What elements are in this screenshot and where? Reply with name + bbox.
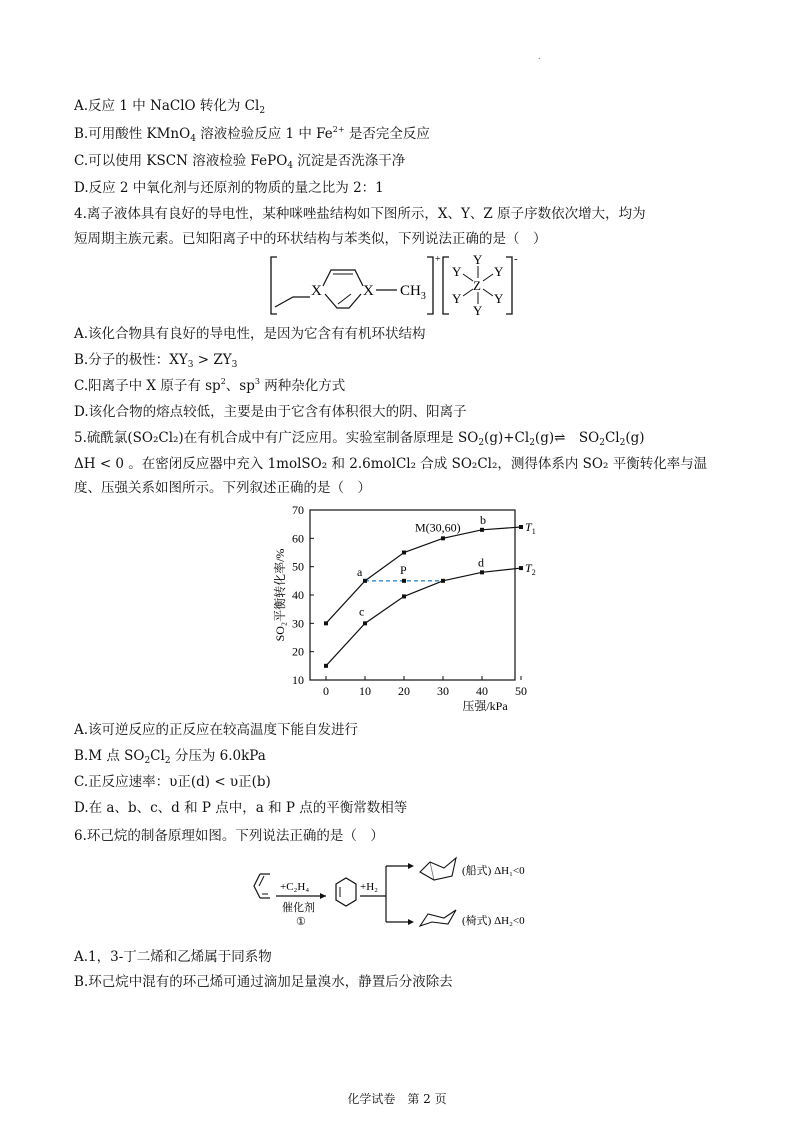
y-tick-label: 70: [292, 503, 304, 517]
x-tick-label: 50: [515, 684, 527, 698]
q4-option-d: D.该化合物的熔点较低，主要是由于它含有体积很大的阴、阳离子: [74, 404, 467, 420]
ring-x2: X: [363, 283, 374, 299]
x-tick-label: 30: [437, 684, 449, 698]
series-point-T1: [363, 579, 367, 583]
y-tick-label: 30: [292, 616, 304, 631]
y-top: Y: [473, 252, 483, 267]
step-label: ①: [296, 916, 306, 928]
q4-stem-line1: 4.离子液体具有良好的导电性，某种咪唑盐结构如下图所示，X、Y、Z 原子序数依次增大，均为: [74, 206, 646, 222]
q5-stem-line1: 5.硫酰氯(SO₂Cl₂)在有机合成中有广泛应用。实验室制备原理是 $SO_2(g)+Cl_2(g)\rightleftharpoons$ $SO_2Cl_2(g)$: [74, 430, 645, 448]
x-axis-label: 压强/kPa: [462, 699, 508, 713]
cation-charge: +: [435, 254, 441, 265]
series-point-T1: [519, 525, 523, 529]
page-footer: 化学试卷 第 2 页: [347, 1092, 447, 1106]
x-tick-label: 40: [476, 684, 488, 698]
point-label-m: M(30,60): [415, 520, 461, 535]
reagent-ethylene: +C₂H₄: [280, 881, 310, 893]
series-point-T2: [363, 621, 367, 625]
y-tick-label: 50: [292, 559, 304, 574]
series-line-T1: [326, 527, 521, 623]
y-upper-left: Y: [452, 264, 462, 279]
q5-option-a: A.该可逆反应的正反应在较高温度下能自发进行: [74, 722, 359, 738]
point-label-p: P: [400, 562, 407, 577]
q4-stem-line2: 短周期主族元素。已知阳离子中的环状结构与苯类似，下列说法正确的是（ ）: [74, 231, 547, 247]
anion-charge: -: [514, 253, 518, 265]
series-point-T1: [441, 536, 445, 540]
series-line-T2: [326, 568, 521, 666]
reagent-hydrogen: +H₂: [360, 881, 378, 893]
series-label-T2: $T_2$: [525, 561, 536, 578]
q5-option-c: C.正反应速率：υ正(d) < υ正(b): [74, 774, 271, 790]
point-label-b: b: [480, 512, 486, 527]
q3-option-c: C.可以使用 KSCN 溶液检验 FePO$_4$ 沉淀是否洗涤干净: [74, 153, 406, 171]
q6-stem: 6.环己烷的制备原理如图。下列说法正确的是（ ）: [74, 828, 384, 844]
x-tick-label: 10: [359, 684, 371, 698]
q5-option-d: D.在 a、b、c、d 和 P 点中，a 和 P 点的平衡常数相等: [74, 800, 408, 816]
methyl-ch: CH: [400, 283, 421, 299]
z-center: Z: [473, 278, 481, 293]
catalyst-label: 催化剂: [282, 902, 315, 914]
methyl-sub: 3: [420, 291, 426, 302]
plot-frame: [310, 510, 515, 680]
y-tick-label: 60: [292, 531, 304, 546]
q5-stem-line2: ΔH < 0 。在密闭反应器中充入 1molSO₂ 和 2.6molCl₂ 合成 SO₂Cl₂，测得体系内 SO₂ 平衡转化率与温: [74, 456, 708, 472]
series-point-T1: [480, 528, 484, 532]
y-upper-right: Y: [494, 264, 504, 279]
q4-option-a: A.该化合物具有良好的导电性，是因为它含有有机环状结构: [74, 326, 426, 342]
cyclohexane-scheme: [248, 852, 548, 940]
y-lower-left: Y: [452, 291, 462, 306]
q6-option-a: A.1，3-丁二烯和乙烯属于同系物: [74, 949, 272, 965]
point-label-a: a: [357, 564, 363, 579]
series-label-T1: $T_1$: [525, 520, 536, 536]
boat-label: (船式) ΔH₁<0: [462, 865, 525, 877]
y-tick-label: 20: [292, 644, 304, 659]
x-tick-label: 20: [398, 684, 410, 698]
conversion-chart: [268, 500, 536, 718]
y-tick-label: 40: [292, 588, 304, 602]
q3-option-b: B.可用酸性 KMnO$_4$ 溶液检验反应 1 中 $Fe^{2+}$ 是否完全反应: [74, 125, 430, 144]
imidazolium-structure: [265, 252, 535, 322]
y-tick-label: 10: [292, 673, 304, 687]
q5-option-b: B.M 点 $SO_2Cl_2$ 分压为 6.0kPa: [74, 748, 266, 766]
series-point-T2: [519, 566, 523, 570]
svg-text:CH3: [400, 283, 426, 302]
series-point-T2: [402, 594, 406, 598]
chair-label: (椅式) ΔH₂<0: [462, 915, 525, 927]
q4-option-b: B.分子的极性：$XY_3 > ZY_3$: [74, 352, 238, 370]
q3-option-d: D.反应 2 中氧化剂与还原剂的物质的量之比为 2：1: [74, 180, 384, 196]
series-point-T2: [480, 570, 484, 574]
q4-option-c: C.阳离子中 X 原子有 $sp^2$、$sp^3$ 两种杂化方式: [74, 377, 346, 394]
ring-x1: X: [311, 283, 322, 299]
y-axis-label: SO₂平衡转化率/%: [273, 548, 287, 642]
series-point-T1: [402, 551, 406, 555]
x-tick-label: 0: [323, 684, 329, 698]
point-p-marker: [402, 579, 406, 583]
q6-option-b: B.环己烷中混有的环己烯可通过滴加足量溴水，静置后分液除去: [74, 974, 453, 990]
y-bottom: Y: [473, 303, 483, 318]
q5-stem-line3: 度、压强关系如图所示。下列叙述正确的是（ ）: [74, 480, 371, 496]
series-point-T2: [324, 664, 328, 668]
q3-option-a: A.反应 1 中 NaClO 转化为 $Cl_2$: [74, 98, 266, 116]
point-label-c: c: [359, 604, 365, 619]
y-lower-right: Y: [494, 291, 504, 306]
point-label-d: d: [478, 555, 484, 570]
page-mark: .: [538, 52, 541, 61]
series-point-T2: [441, 579, 445, 583]
series-point-T1: [324, 621, 328, 625]
